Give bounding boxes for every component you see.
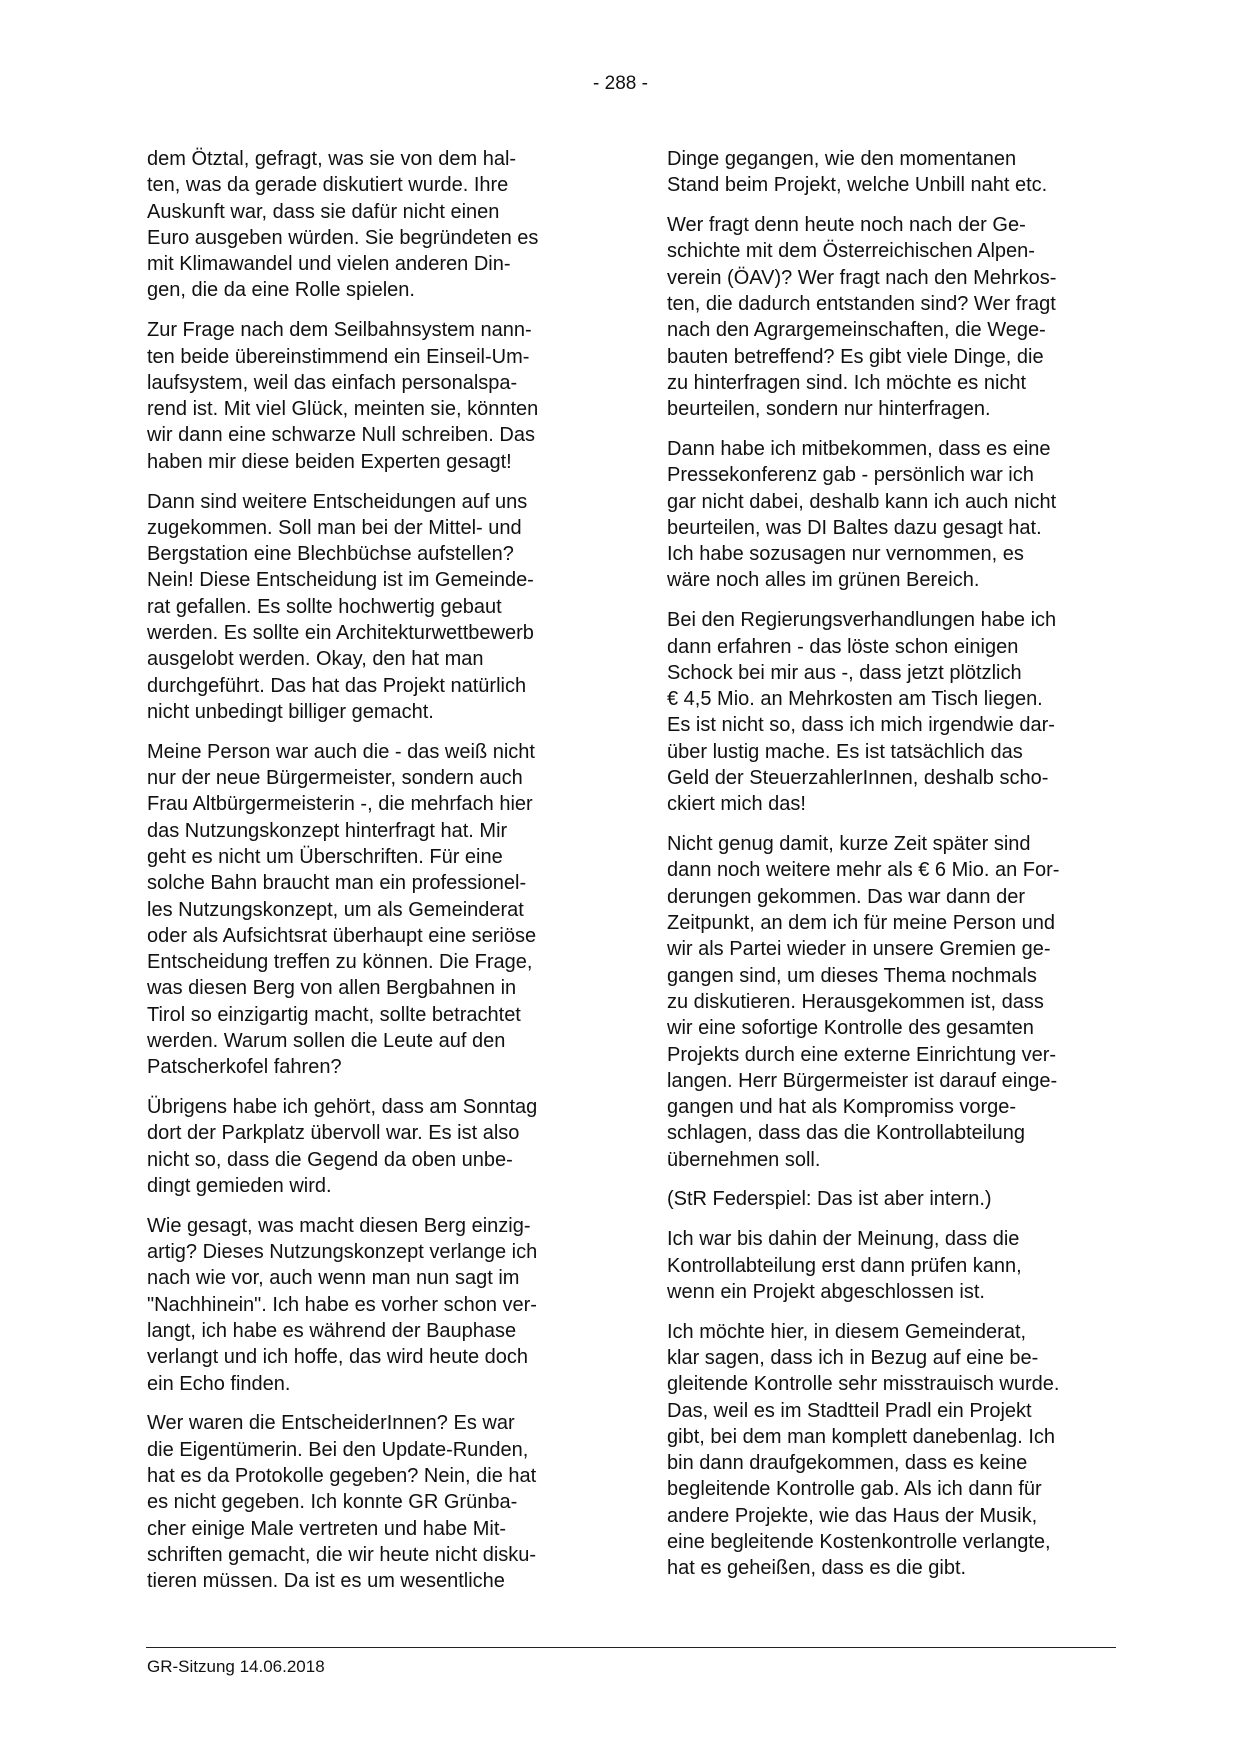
text-line: werden. Warum sollen die Leute auf den — [147, 1030, 506, 1052]
text-line: dort der Parkplatz übervoll war. Es ist also — [147, 1122, 520, 1145]
text-line: Wer waren die EntscheiderInnen? Es war — [147, 1412, 515, 1435]
text-line: artig? Dieses Nutzungskonzept verlange ich — [147, 1241, 538, 1264]
text-line: ausgelobt werden. Okay, den hat man — [147, 648, 484, 671]
text-line: durchgeführt. Das hat das Projekt natürlich — [147, 674, 527, 697]
paragraph — [667, 1319, 1111, 1582]
text-line: beurteilen, sondern nur hinterfragen. — [667, 398, 991, 421]
footer-divider — [146, 1647, 1116, 1648]
text-line: nach wie vor, auch wenn man nun sagt im — [147, 1267, 520, 1290]
text-line: klar sagen, dass ich in Bezug auf eine be- — [667, 1346, 1039, 1369]
paragraph — [667, 831, 1111, 1173]
text-line: Geld der SteuerzahlerInnen, deshalb scho- — [667, 767, 1049, 790]
text-line: schlagen, dass das die Kontrollabteilung — [667, 1122, 1026, 1145]
paragraph — [147, 1410, 591, 1594]
text-line: Kontrollabteilung erst dann prüfen kann, — [667, 1254, 1022, 1277]
text-line: hat es da Protokolle gegeben? Nein, die hat — [147, 1464, 537, 1487]
text-line: laufsystem, weil das einfach personalspa- — [147, 371, 518, 394]
paragraph — [667, 1226, 1111, 1305]
text-line: Dinge gegangen, wie den momentanen — [667, 148, 1017, 170]
text-line: Übrigens habe ich gehört, dass am Sonntag — [147, 1096, 538, 1119]
text-line: schriften gemacht, die wir heute nicht disku- — [147, 1543, 537, 1566]
text-line: Pressekonferenz gab - persönlich war ich — [667, 464, 1034, 487]
text-line: wir als Partei wieder in unsere Gremien ge- — [667, 938, 1051, 961]
text-line: Dann habe ich mitbekommen, dass es eine — [667, 437, 1051, 460]
text-line: Das, weil es im Stadtteil Pradl ein Projekt — [667, 1399, 1032, 1422]
text-line: was diesen Berg von allen Bergbahnen in — [147, 977, 517, 1000]
text-line: dingt gemieden wird. — [147, 1174, 332, 1197]
text-line: gangen und hat als Kompromiss vorge- — [667, 1096, 1017, 1119]
text-line: Wie gesagt, was macht diesen Berg einzig- — [147, 1214, 531, 1237]
text-line: eine begleitende Kostenkontrolle verlangte, — [667, 1531, 1051, 1554]
text-line: rat gefallen. Es sollte hochwertig gebaut — [147, 595, 502, 618]
text-line: haben mir diese beiden Experten gesagt! — [147, 450, 512, 473]
text-line: Meine Person war auch die - das weiß nicht — [147, 740, 535, 763]
text-line: Zur Frage nach dem Seilbahnsystem nann- — [147, 319, 532, 342]
paragraph — [147, 146, 591, 304]
paragraph — [667, 146, 1111, 199]
text-line: andere Projekte, wie das Haus der Musik, — [667, 1504, 1038, 1527]
text-line: Auskunft war, dass sie dafür nicht einen — [147, 200, 500, 223]
text-line: es nicht gegeben. Ich konnte GR Grünba- — [147, 1491, 518, 1514]
text-line: ten, was da gerade diskutiert wurde. Ihre — [147, 174, 509, 197]
paragraph — [147, 489, 591, 726]
text-line: das Nutzungskonzept hinterfragt hat. Mir — [147, 819, 508, 842]
text-line: verlangt und ich hoffe, das wird heute doch — [147, 1346, 528, 1369]
text-line: nur der neue Bürgermeister, sondern auch — [147, 767, 523, 790]
paragraph — [667, 436, 1111, 594]
text-line: Ich möchte hier, in diesem Gemeinderat, — [667, 1320, 1027, 1343]
text-line: Patscherkofel fahren? — [147, 1056, 342, 1079]
text-line: ten, die dadurch entstanden sind? Wer fragt — [667, 292, 1056, 315]
text-line: Entscheidung treffen zu können. Die Frage, — [147, 951, 533, 974]
text-line: gangen sind, um dieses Thema nochmals — [667, 964, 1037, 987]
text-line: oder als Aufsichtsrat überhaupt eine seriöse — [147, 924, 537, 947]
text-line: Es ist nicht so, dass ich mich irgendwie dar- — [667, 714, 1055, 737]
text-line: Dann sind weitere Entscheidungen auf uns — [147, 490, 528, 513]
text-line: rend ist. Mit viel Glück, meinten sie, könnten — [147, 398, 539, 421]
text-line: Bergstation eine Blechbüchse aufstellen? — [147, 543, 514, 566]
text-line: hat es geheißen, dass es die gibt. — [667, 1557, 967, 1580]
text-line: geht es nicht um Überschriften. Für eine — [147, 845, 503, 868]
text-line: "Nachhinein". Ich habe es vorher schon ver- — [147, 1293, 537, 1316]
paragraph — [147, 317, 591, 475]
text-line: Nicht genug damit, kurze Zeit später sind — [667, 833, 1031, 856]
text-line: verein (ÖAV)? Wer fragt nach den Mehrkos- — [667, 266, 1057, 289]
text-line: schichte mit dem Österreichischen Alpen- — [667, 240, 1035, 263]
text-line: Nein! Diese Entscheidung ist im Gemeinde- — [147, 569, 534, 592]
text-line: gar nicht dabei, deshalb kann ich auch nicht — [667, 490, 1057, 513]
text-line: mit Klimawandel und vielen anderen Din- — [147, 253, 511, 276]
text-line: beurteilen, was DI Baltes dazu gesagt hat. — [667, 516, 1042, 539]
text-line: zugekommen. Soll man bei der Mittel- und — [147, 516, 522, 539]
text-line: Ich war bis dahin der Meinung, dass die — [667, 1228, 1020, 1251]
page-number: - 288 - — [593, 73, 648, 94]
text-line: gleitende Kontrolle sehr misstrauisch wurde. — [667, 1373, 1060, 1396]
text-line: dann erfahren - das löste schon einigen — [667, 635, 1019, 658]
text-line: dem Ötztal, gefragt, was sie von dem hal- — [147, 148, 517, 170]
text-line: wäre noch alles im grünen Bereich. — [667, 569, 980, 592]
text-line: gibt, bei dem man komplett danebenlag. Ich — [667, 1425, 1056, 1448]
text-line: gen, die da eine Rolle spielen. — [147, 279, 415, 302]
paragraph — [667, 212, 1111, 422]
text-line: Wer fragt denn heute noch nach der Ge- — [667, 214, 1026, 237]
text-line: zu diskutieren. Herausgekommen ist, dass — [667, 990, 1044, 1013]
right-text-column — [667, 146, 1111, 1595]
text-line: Stand beim Projekt, welche Unbill naht etc. — [667, 174, 1048, 197]
text-line: Ich habe sozusagen nur vernommen, es — [667, 543, 1024, 566]
text-line: (StR Federspiel: Das ist aber intern.) — [667, 1188, 992, 1211]
left-text-column — [147, 146, 591, 1608]
footer-session-date: GR-Sitzung 14.06.2018 — [147, 1657, 325, 1676]
text-line: wir eine sofortige Kontrolle des gesamten — [667, 1017, 1034, 1040]
text-line: nach den Agrargemeinschaften, die Wege- — [667, 319, 1046, 342]
text-line: derungen gekommen. Das war dann der — [667, 885, 1025, 908]
text-line: nicht so, dass die Gegend da oben unbe- — [147, 1148, 513, 1171]
text-line: langen. Herr Bürgermeister ist darauf einge- — [667, 1069, 1058, 1092]
text-line: übernehmen soll. — [667, 1148, 821, 1171]
text-line: solche Bahn braucht man ein professionel- — [147, 872, 527, 895]
text-line: tieren müssen. Da ist es um wesentliche — [147, 1570, 505, 1593]
text-line: cher einige Male vertreten und habe Mit- — [147, 1517, 507, 1540]
paragraph — [667, 1186, 1111, 1212]
text-line: bin dann draufgekommen, dass es keine — [667, 1452, 1028, 1475]
text-line: langt, ich habe es während der Bauphase — [147, 1319, 517, 1342]
text-line: Projekts durch eine externe Einrichtung ver- — [667, 1043, 1057, 1066]
text-line: € 4,5 Mio. an Mehrkosten am Tisch liegen. — [667, 688, 1043, 711]
paragraph — [667, 607, 1111, 817]
text-line: die Eigentümerin. Bei den Update-Runden, — [147, 1438, 529, 1461]
text-line: Bei den Regierungsverhandlungen habe ich — [667, 609, 1057, 632]
text-line: nicht unbedingt billiger gemacht. — [147, 700, 434, 723]
text-line: begleitende Kontrolle gab. Als ich dann für — [667, 1478, 1042, 1501]
text-line: dann noch weitere mehr als € 6 Mio. an For- — [667, 859, 1060, 882]
paragraph — [147, 1213, 591, 1397]
text-line: Euro ausgeben würden. Sie begründeten es — [147, 226, 539, 249]
text-line: Schock bei mir aus -, dass jetzt plötzlich — [667, 661, 1022, 684]
text-line: über lustig mache. Es ist tatsächlich das — [667, 740, 1023, 763]
text-line: Frau Altbürgermeisterin -, die mehrfach hier — [147, 793, 533, 816]
paragraph — [147, 1094, 591, 1199]
paragraph — [147, 739, 591, 1081]
text-line: bauten betreffend? Es gibt viele Dinge, die — [667, 345, 1044, 368]
text-line: Zeitpunkt, an dem ich für meine Person und — [667, 912, 1055, 935]
text-line: Tirol so einzigartig macht, sollte betrachtet — [147, 1003, 521, 1026]
text-line: ckiert mich das! — [667, 793, 806, 816]
text-line: ein Echo finden. — [147, 1372, 291, 1395]
text-line: zu hinterfragen sind. Ich möchte es nicht — [667, 371, 1027, 394]
text-line: wenn ein Projekt abgeschlossen ist. — [667, 1280, 985, 1303]
text-line: ten beide übereinstimmend ein Einseil-Um- — [147, 345, 530, 368]
text-line: werden. Es sollte ein Architekturwettbewerb — [147, 622, 534, 645]
text-line: wir dann eine schwarze Null schreiben. Das — [147, 424, 535, 447]
text-line: les Nutzungskonzept, um als Gemeinderat — [147, 898, 524, 921]
